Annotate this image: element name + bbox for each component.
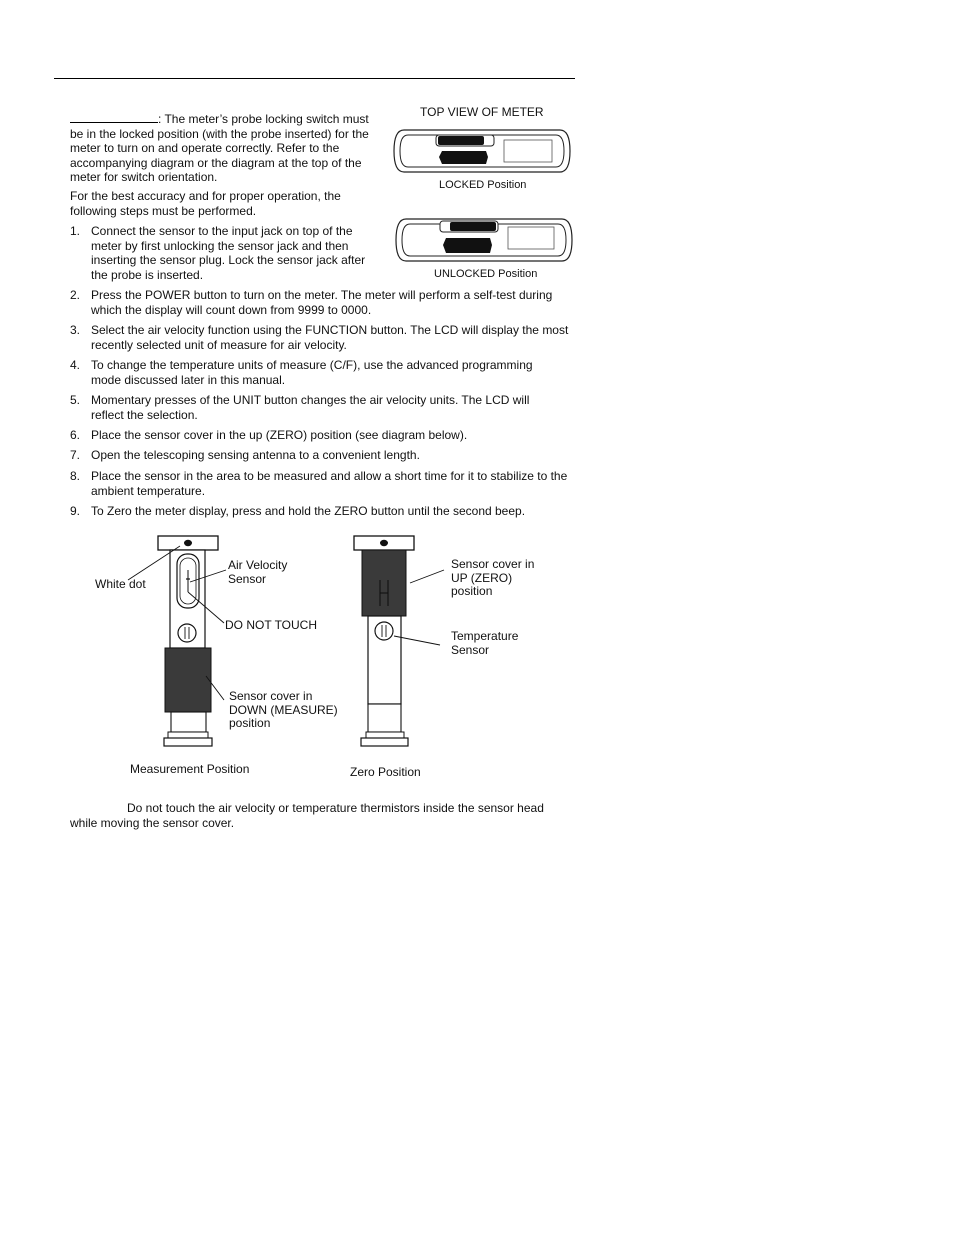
temperature-sensor-label: Temperature Sensor: [451, 629, 519, 657]
unlocked-caption: UNLOCKED Position: [434, 268, 538, 280]
air-velocity-sensor-label: Air Velocity Sensor: [228, 558, 288, 586]
white-dot-label: White dot: [95, 577, 146, 591]
measurement-position-caption: Measurement Position: [130, 762, 250, 776]
cover-down-label: Sensor cover in DOWN (MEASURE) position: [229, 689, 338, 730]
intro-paragraph: : The meter’s probe locking switch must be in the locked position (with the probe inserted) for the meter to turn on and operate correctly. Refer to the accompanying diagram or the diagram at the top of the meter for switch orientation.: [70, 112, 369, 184]
caution-note: Do not touch the air velocity or temperature thermistors inside the sensor head while moving the sensor cover.: [70, 801, 544, 830]
zero-position-caption: Zero Position: [350, 765, 421, 779]
do-not-touch-label: DO NOT TOUCH: [225, 618, 318, 632]
intro-paragraph-2: For the best accuracy and for proper operation, the following steps must be performed.: [70, 189, 341, 218]
cover-up-label: Sensor cover in UP (ZERO) position: [451, 557, 535, 598]
locked-caption: LOCKED Position: [439, 179, 527, 191]
meter-diagram-title: TOP VIEW OF METER: [420, 105, 544, 119]
